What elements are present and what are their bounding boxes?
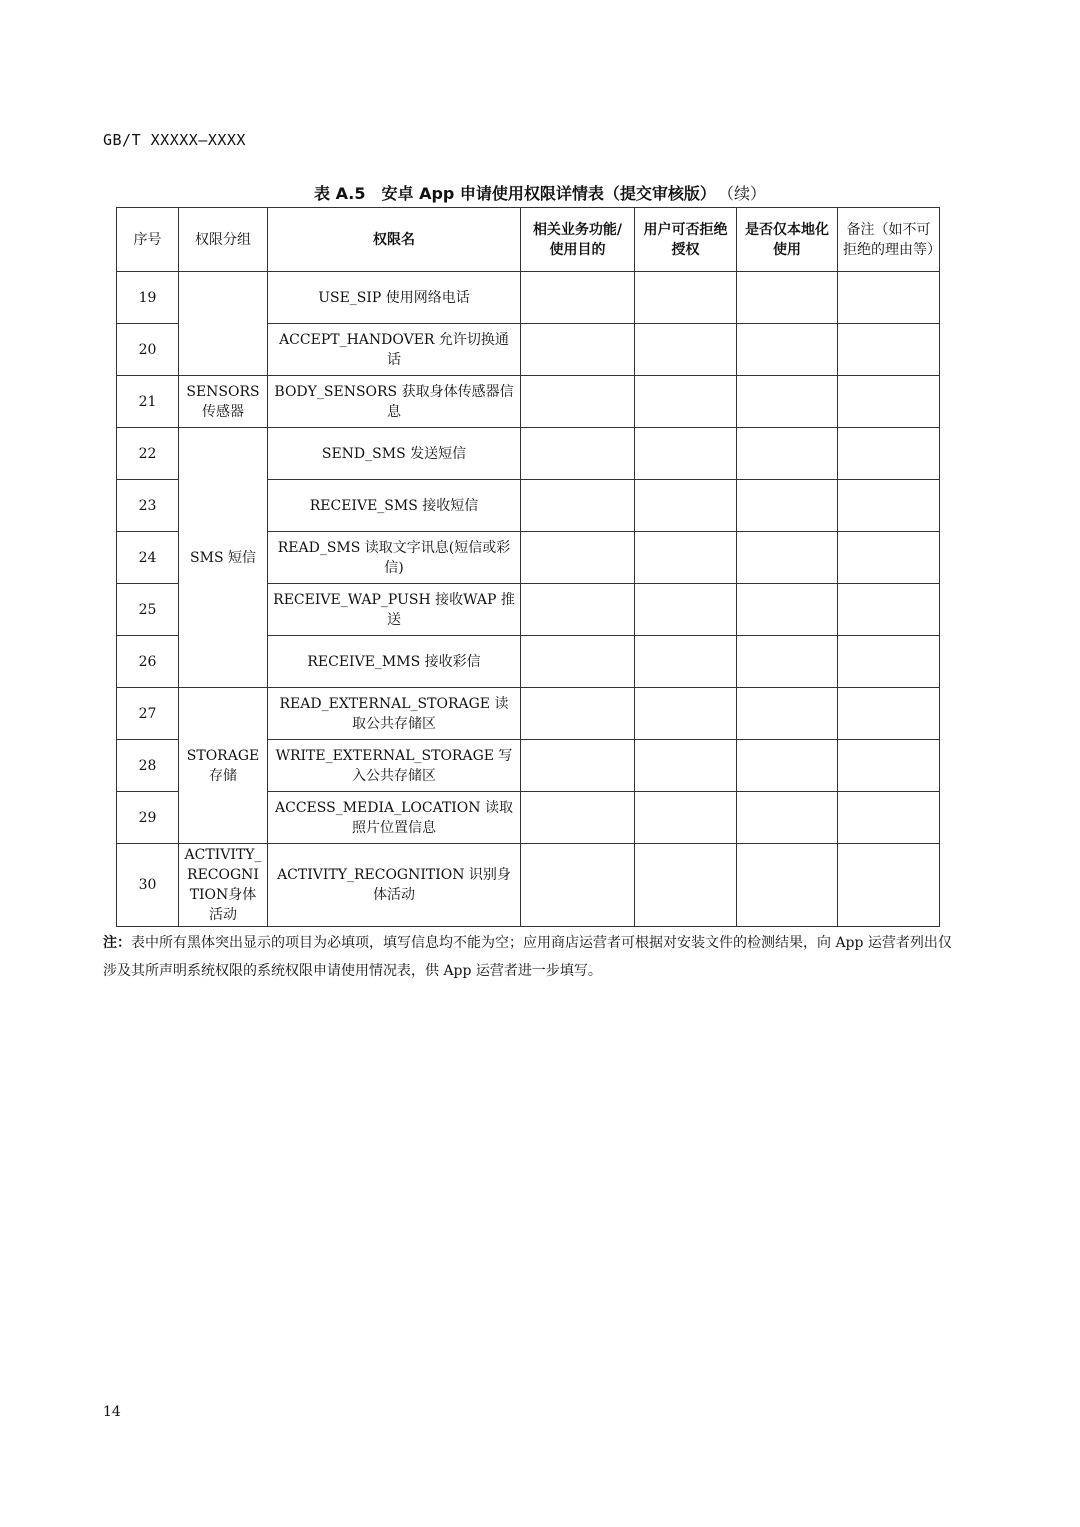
permissions-table: [116, 207, 940, 927]
cell-remark: [838, 532, 940, 584]
cell-refusable: [635, 740, 737, 792]
note-text: 表中所有黑体突出显示的项目为必填项，填写信息均不能为空；应用商店运营者可根据对安装文件的检测结果，向 App 运营者列出仅涉及其所声明系统权限的系统权限申请使用情况表，供 App 运营者进一步填写。: [103, 935, 952, 979]
page-number: 14: [103, 1404, 121, 1420]
row-name: USE_SIP 使用网络电话: [268, 272, 521, 324]
row-group: STORAGE 存储: [179, 688, 268, 844]
row-name: RECEIVE_MMS 接收彩信: [268, 636, 521, 688]
caption-continued: （续）: [725, 184, 766, 203]
header-refusable: 用户可否拒绝授权: [635, 208, 737, 272]
cell-refusable: [635, 584, 737, 636]
row-no: 27: [117, 688, 179, 740]
table-row: [117, 428, 940, 480]
cell-local: [737, 324, 838, 376]
cell-refusable: [635, 688, 737, 740]
row-group: ACTIVITY_RECOGNITION身体活动: [179, 844, 268, 927]
cell-purpose: [521, 272, 635, 324]
table-header-row: [117, 208, 940, 272]
row-no: 21: [117, 376, 179, 428]
row-name: SEND_SMS 发送短信: [268, 428, 521, 480]
row-no: 24: [117, 532, 179, 584]
cell-remark: [838, 324, 940, 376]
row-name: BODY_SENSORS 获取身体传感器信息: [268, 376, 521, 428]
cell-remark: [838, 428, 940, 480]
cell-local: [737, 532, 838, 584]
caption-title: 表 A.5 安卓 App 申请使用权限详情表（提交审核版）: [314, 184, 716, 203]
cell-refusable: [635, 792, 737, 844]
row-group: SENSORS 传感器: [179, 376, 268, 428]
row-name: RECEIVE_WAP_PUSH 接收WAP 推送: [268, 584, 521, 636]
cell-local: [737, 844, 838, 927]
row-name: READ_EXTERNAL_STORAGE 读取公共存储区: [268, 688, 521, 740]
cell-remark: [838, 636, 940, 688]
cell-local: [737, 428, 838, 480]
row-name: ACCESS_MEDIA_LOCATION 读取照片位置信息: [268, 792, 521, 844]
row-group: SMS 短信: [179, 428, 268, 688]
cell-purpose: [521, 532, 635, 584]
row-no: 22: [117, 428, 179, 480]
cell-purpose: [521, 428, 635, 480]
row-no: 20: [117, 324, 179, 376]
row-no: 25: [117, 584, 179, 636]
document-header: GB/T XXXXX—XXXX: [103, 131, 246, 149]
cell-refusable: [635, 480, 737, 532]
header-name: 权限名: [268, 208, 521, 272]
cell-refusable: [635, 324, 737, 376]
cell-purpose: [521, 688, 635, 740]
cell-remark: [838, 844, 940, 927]
cell-local: [737, 376, 838, 428]
header-group: 权限分组: [179, 208, 268, 272]
cell-local: [737, 272, 838, 324]
cell-remark: [838, 272, 940, 324]
cell-refusable: [635, 376, 737, 428]
cell-refusable: [635, 844, 737, 927]
cell-purpose: [521, 844, 635, 927]
cell-refusable: [635, 272, 737, 324]
cell-refusable: [635, 532, 737, 584]
row-no: 26: [117, 636, 179, 688]
cell-local: [737, 792, 838, 844]
table-note: [103, 929, 953, 985]
cell-purpose: [521, 792, 635, 844]
row-no: 28: [117, 740, 179, 792]
cell-refusable: [635, 428, 737, 480]
cell-purpose: [521, 584, 635, 636]
header-local: 是否仅本地化使用: [737, 208, 838, 272]
row-group-empty: [179, 272, 268, 376]
cell-remark: [838, 740, 940, 792]
cell-local: [737, 688, 838, 740]
row-no: 23: [117, 480, 179, 532]
table-row: [117, 844, 940, 927]
row-name: ACTIVITY_RECOGNITION 识别身体活动: [268, 844, 521, 927]
cell-local: [737, 740, 838, 792]
table-row: [117, 688, 940, 740]
table-row: [117, 376, 940, 428]
cell-local: [737, 636, 838, 688]
row-no: 30: [117, 844, 179, 927]
row-name: RECEIVE_SMS 接收短信: [268, 480, 521, 532]
cell-remark: [838, 584, 940, 636]
header-remark: 备注（如不可拒绝的理由等）: [838, 208, 940, 272]
table-caption: [0, 181, 1080, 204]
cell-remark: [838, 480, 940, 532]
row-no: 19: [117, 272, 179, 324]
cell-purpose: [521, 324, 635, 376]
header-purpose: 相关业务功能/使用目的: [521, 208, 635, 272]
table-row: [117, 272, 940, 324]
cell-purpose: [521, 376, 635, 428]
row-name: READ_SMS 读取文字讯息(短信或彩信): [268, 532, 521, 584]
cell-purpose: [521, 636, 635, 688]
cell-remark: [838, 376, 940, 428]
header-no: 序号: [117, 208, 179, 272]
cell-remark: [838, 688, 940, 740]
cell-local: [737, 584, 838, 636]
note-label: 注：: [103, 935, 131, 951]
cell-refusable: [635, 636, 737, 688]
cell-purpose: [521, 480, 635, 532]
row-name: ACCEPT_HANDOVER 允许切换通话: [268, 324, 521, 376]
cell-purpose: [521, 740, 635, 792]
row-name: WRITE_EXTERNAL_STORAGE 写入公共存储区: [268, 740, 521, 792]
row-no: 29: [117, 792, 179, 844]
cell-local: [737, 480, 838, 532]
cell-remark: [838, 792, 940, 844]
